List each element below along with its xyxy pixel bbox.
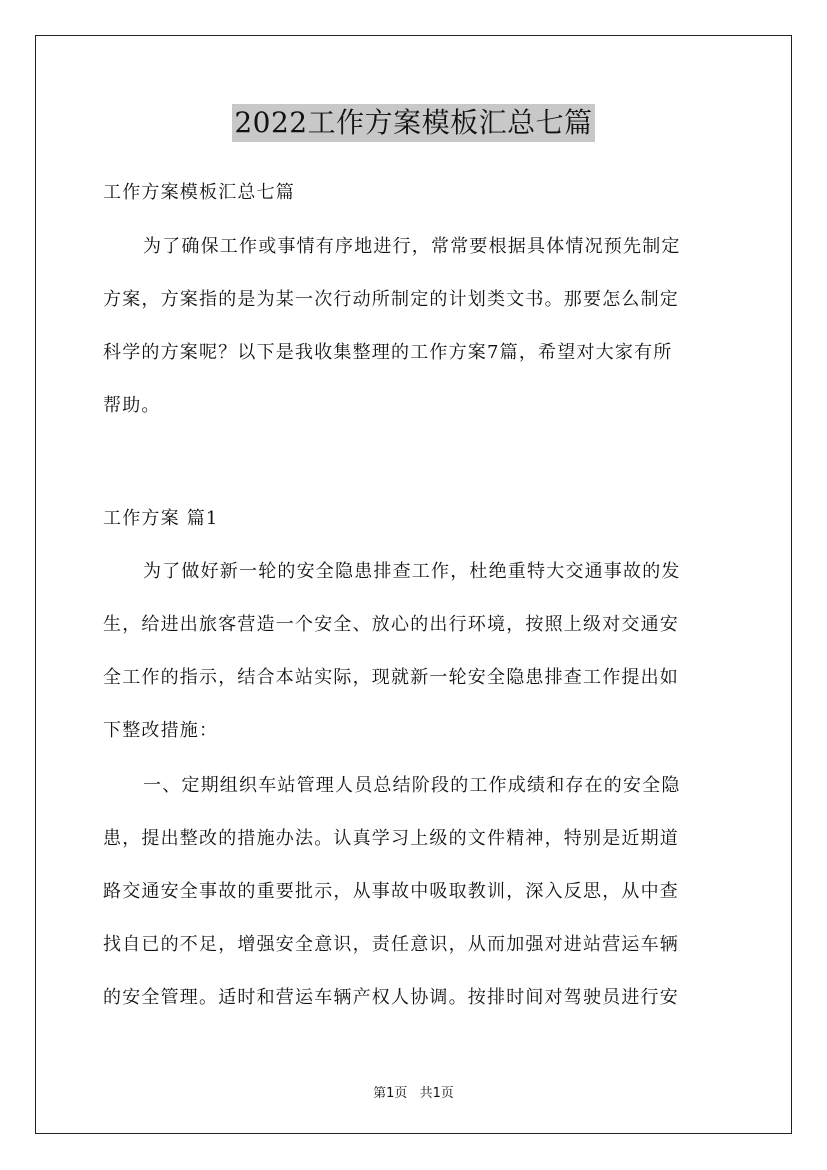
paragraph-line: 一、定期组织车站管理人员总结阶段的工作成绩和存在的安全隐 bbox=[143, 775, 681, 796]
paragraph-line: 为了做好新一轮的安全隐患排查工作，杜绝重特大交通事故的发 bbox=[143, 561, 681, 582]
page-number: 第1页 bbox=[373, 1086, 408, 1101]
paragraph-line: 为了确保工作或事情有序地进行，常常要根据具体情况预先制定 bbox=[143, 236, 681, 257]
paragraph-line: 路交通安全事故的重要批示，从事故中吸取教训，深入反思，从中查 bbox=[103, 881, 679, 902]
title-container bbox=[0, 104, 827, 142]
paragraph-line: 方案，方案指的是为某一次行动所制定的计划类文书。那要怎么制定 bbox=[103, 289, 679, 310]
paragraph-line: 科学的方案呢？以下是我收集整理的工作方案7篇，希望对大家有所 bbox=[103, 342, 673, 363]
paragraph-line: 生，给进出旅客营造一个安全、放心的出行环境，按照上级对交通安 bbox=[103, 614, 679, 635]
section-heading-text: 工作方案 篇1 bbox=[103, 508, 219, 529]
section-heading bbox=[103, 492, 727, 545]
paragraph-line: 找自已的不足，增强安全意识，责任意识，从而加强对进站营运车辆 bbox=[103, 934, 679, 955]
section-paragraph-2 bbox=[103, 759, 727, 1024]
subtitle-text: 工作方案模板汇总七篇 bbox=[103, 182, 295, 203]
paragraph-line: 患，提出整改的措施办法。认真学习上级的文件精神，特别是近期道 bbox=[103, 828, 679, 849]
paragraph-line: 全工作的指示，结合本站实际，现就新一轮安全隐患排查工作提出如 bbox=[103, 667, 679, 688]
page-footer bbox=[0, 1082, 827, 1101]
paragraph-line: 的安全管理。适时和营运车辆产权人协调。按排时间对驾驶员进行安 bbox=[103, 987, 679, 1008]
document-title: 2022工作方案模板汇总七篇 bbox=[232, 104, 594, 142]
paragraph-line: 下整改措施： bbox=[103, 720, 219, 741]
page-total: 共1页 bbox=[419, 1086, 454, 1101]
intro-paragraph bbox=[103, 220, 727, 432]
paragraph-line: 帮助。 bbox=[103, 395, 161, 416]
section-paragraph-1 bbox=[103, 545, 727, 757]
document-subtitle bbox=[103, 168, 727, 218]
